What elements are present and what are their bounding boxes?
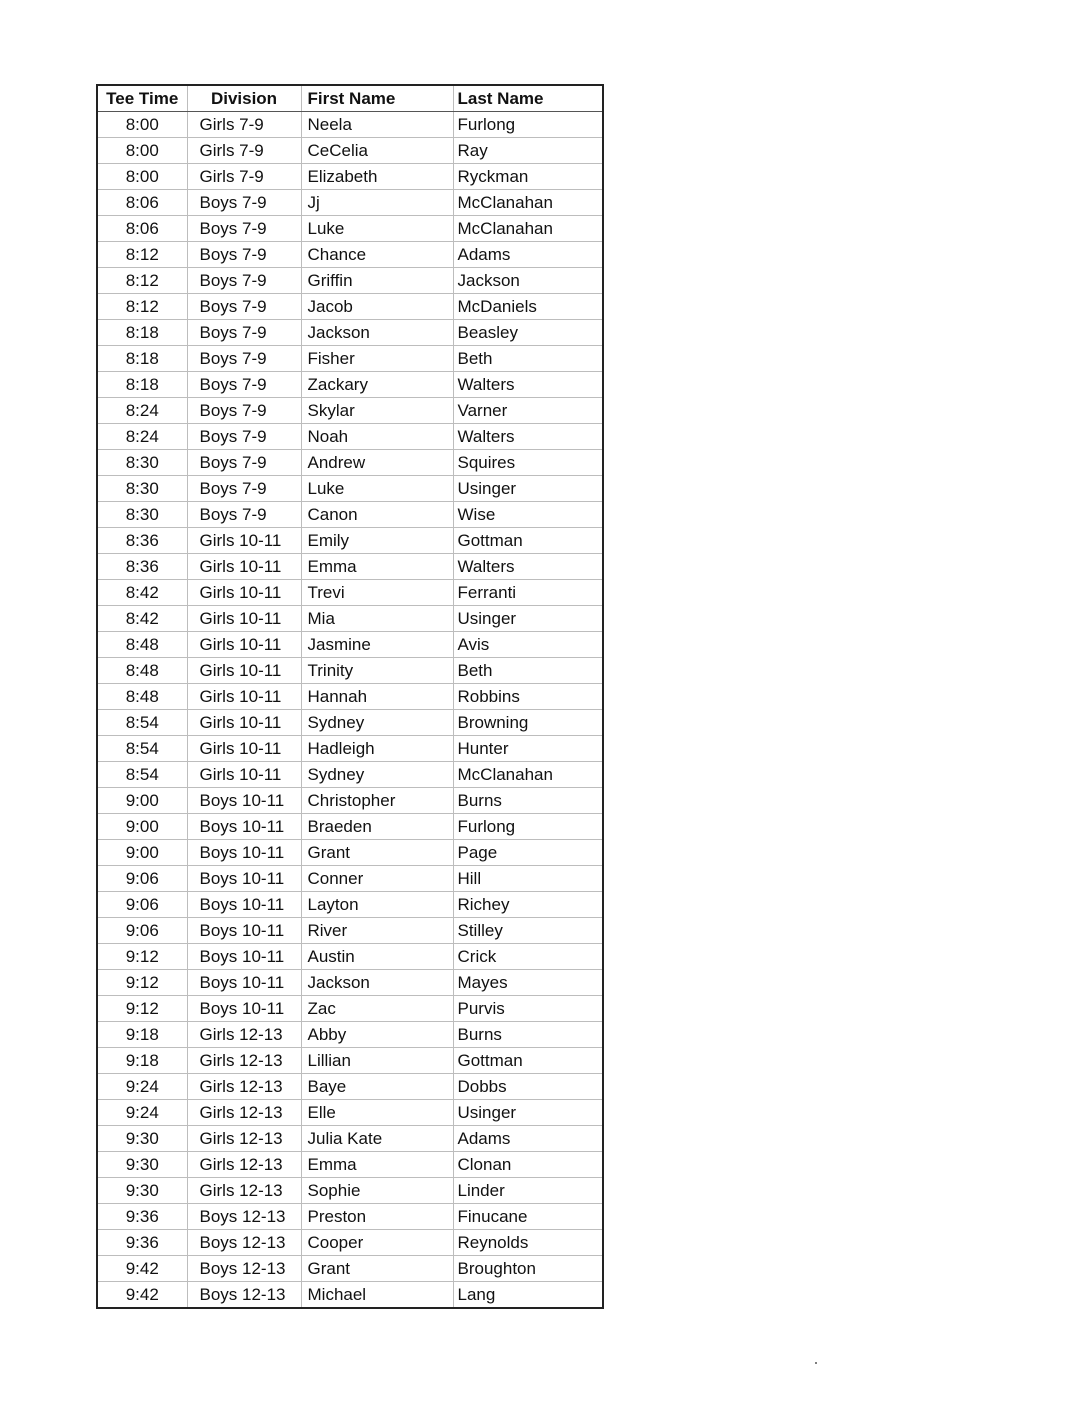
cell-division: Girls 7-9 (187, 138, 301, 164)
cell-first-name: Skylar (301, 398, 453, 424)
cell-last-name: Lang (457, 1285, 496, 1304)
cell-first-name: Canon (301, 502, 453, 528)
cell-last-name: Burns (453, 1022, 603, 1048)
cell-first-name: Jackson (301, 320, 453, 346)
cell-division: Boys 7-9 (187, 216, 301, 242)
table-row (97, 606, 603, 632)
header-tee-time: Tee Time (97, 85, 187, 112)
cell-first-name: Hannah (301, 684, 453, 710)
cell-tee-time: 9:00 (97, 814, 187, 840)
table-row (97, 1022, 603, 1048)
cell-division: Girls 10-11 (187, 632, 301, 658)
cell-division: Boys 12-13 (187, 1204, 301, 1230)
cell-tee-time: 9:30 (97, 1152, 187, 1178)
cell-tee-time: 8:30 (97, 502, 187, 528)
cell-last-name: Furlong (453, 112, 603, 138)
cell-first-name: Andrew (301, 450, 453, 476)
table-row (97, 1048, 603, 1074)
cell-first-name: CeCelia (301, 138, 453, 164)
cell-tee-time: 8:12 (97, 294, 187, 320)
cell-first-name: Conner (301, 866, 453, 892)
cell-last-name: Stilley (453, 918, 603, 944)
cell-division: Boys 10-11 (187, 996, 301, 1022)
cell-first-name: Braeden (301, 814, 453, 840)
cell-first-name: Sydney (301, 710, 453, 736)
cell-tee-time: 9:42 (97, 1256, 187, 1282)
cell-last-name: Usinger (453, 476, 603, 502)
cell-division: Boys 7-9 (187, 242, 301, 268)
cell-first-name: Baye (301, 1074, 453, 1100)
cell-tee-time: 9:12 (97, 970, 187, 996)
cell-first-name: Griffin (301, 268, 453, 294)
table-row (97, 190, 603, 216)
cell-first-name: Elle (301, 1100, 453, 1126)
cell-tee-time: 9:06 (97, 866, 187, 892)
cell-tee-time: 9:06 (97, 918, 187, 944)
cell-division: Boys 10-11 (187, 918, 301, 944)
cell-last-name: Usinger (453, 606, 603, 632)
cell-last-name: Varner (453, 398, 603, 424)
header-last-name: Last Name (453, 85, 603, 112)
cell-last-name: Burns (453, 788, 603, 814)
cell-last-name: Usinger (453, 1100, 603, 1126)
table-row (97, 424, 603, 450)
cell-last-name: Linder (453, 1178, 603, 1204)
table-row (97, 632, 603, 658)
cell-last-name: Adams (453, 1126, 603, 1152)
cell-last-name: Page (453, 840, 603, 866)
cell-last-name: Walters (453, 554, 603, 580)
cell-last-name: McDaniels (453, 294, 603, 320)
cell-tee-time: 9:12 (97, 944, 187, 970)
cell-division: Boys 7-9 (187, 424, 301, 450)
cell-first-name: Emily (301, 528, 453, 554)
cell-division: Girls 10-11 (187, 684, 301, 710)
cell-first-name: Preston (301, 1204, 453, 1230)
table-row (97, 970, 603, 996)
cell-tee-time: 9:00 (97, 840, 187, 866)
cell-first-name: Noah (301, 424, 453, 450)
cell-division: Boys 10-11 (187, 944, 301, 970)
cell-division: Boys 10-11 (187, 788, 301, 814)
cell-tee-time: 9:12 (97, 996, 187, 1022)
table-row (97, 1204, 603, 1230)
table-row (97, 788, 603, 814)
cell-division: Boys 10-11 (187, 814, 301, 840)
cell-tee-time: 8:36 (97, 528, 187, 554)
cell-division: Boys 7-9 (187, 320, 301, 346)
table-row (97, 892, 603, 918)
cell-division: Boys 7-9 (187, 398, 301, 424)
table-row (97, 918, 603, 944)
cell-first-name: Julia Kate (301, 1126, 453, 1152)
cell-tee-time: 8:12 (97, 268, 187, 294)
table-row (97, 840, 603, 866)
table-row (97, 996, 603, 1022)
table-row (97, 1152, 603, 1178)
cell-last-name: Broughton (453, 1256, 603, 1282)
cell-tee-time: 8:48 (97, 658, 187, 684)
cell-first-name: Layton (301, 892, 453, 918)
cell-tee-time: 9:36 (97, 1204, 187, 1230)
cell-first-name: Lillian (301, 1048, 453, 1074)
table-row (97, 164, 603, 190)
header-first-name: First Name (301, 85, 453, 112)
cell-division: Girls 12-13 (187, 1100, 301, 1126)
cell-last-name: McClanahan (453, 762, 603, 788)
cell-tee-time: 8:30 (97, 450, 187, 476)
cell-division: Girls 10-11 (187, 736, 301, 762)
table-row (97, 1100, 603, 1126)
cell-division: Boys 7-9 (187, 476, 301, 502)
cell-tee-time: 9:18 (97, 1022, 187, 1048)
cell-division: Girls 12-13 (187, 1048, 301, 1074)
cell-tee-time: 9:30 (97, 1126, 187, 1152)
cell-first-name: Fisher (301, 346, 453, 372)
cell-first-name: Mia (301, 606, 453, 632)
table-row (97, 736, 603, 762)
cell-tee-time: 8:42 (97, 580, 187, 606)
table-row (97, 528, 603, 554)
table-row (97, 1126, 603, 1152)
table-row (97, 242, 603, 268)
table-row (97, 450, 603, 476)
cell-division: Boys 7-9 (187, 346, 301, 372)
cell-division: Boys 10-11 (187, 866, 301, 892)
cell-division: Girls 12-13 (187, 1074, 301, 1100)
cell-last-name: Mayes (453, 970, 603, 996)
cell-first-name: Christopher (301, 788, 453, 814)
cell-last-name: Ryckman (453, 164, 603, 190)
cell-first-name: Abby (301, 1022, 453, 1048)
cell-first-name: Michael (301, 1282, 453, 1309)
table-row (97, 1282, 603, 1309)
table-row (97, 346, 603, 372)
cell-last-name: Crick (453, 944, 603, 970)
table-row (97, 684, 603, 710)
cell-division: Boys 7-9 (187, 294, 301, 320)
cell-tee-time: 8:54 (97, 736, 187, 762)
cell-first-name: Emma (301, 554, 453, 580)
header-division: Division (187, 85, 301, 112)
cell-tee-time: 8:48 (97, 684, 187, 710)
cell-last-name: Avis (453, 632, 603, 658)
cell-last-name: Gottman (453, 1048, 603, 1074)
cell-division: Boys 7-9 (187, 372, 301, 398)
cell-last-name: McClanahan (453, 216, 603, 242)
cell-first-name: Grant (301, 1256, 453, 1282)
cell-last-name: Richey (453, 892, 603, 918)
cell-division: Boys 10-11 (187, 840, 301, 866)
table-header (97, 85, 603, 112)
table-row (97, 216, 603, 242)
cell-tee-time: 8:12 (97, 242, 187, 268)
table-row (97, 1074, 603, 1100)
table-row (97, 138, 603, 164)
cell-tee-time: 8:00 (97, 112, 187, 138)
cell-division: Boys 12-13 (187, 1282, 301, 1309)
cell-first-name: Luke (301, 216, 453, 242)
cell-division: Girls 7-9 (187, 112, 301, 138)
table-row (97, 658, 603, 684)
cell-division: Girls 12-13 (187, 1152, 301, 1178)
cell-tee-time: 8:42 (97, 606, 187, 632)
cell-division: Girls 12-13 (187, 1022, 301, 1048)
cell-tee-time: 8:18 (97, 346, 187, 372)
cell-last-name: Robbins (453, 684, 603, 710)
cell-last-name: Squires (453, 450, 603, 476)
cell-first-name: Jj (301, 190, 453, 216)
scan-speck (815, 1362, 817, 1364)
cell-last-name: Reynolds (453, 1230, 603, 1256)
cell-division: Girls 7-9 (187, 164, 301, 190)
cell-division: Girls 10-11 (187, 606, 301, 632)
cell-division: Girls 10-11 (187, 580, 301, 606)
cell-last-name: Browning (453, 710, 603, 736)
cell-division: Boys 7-9 (187, 268, 301, 294)
cell-last-name: Ferranti (453, 580, 603, 606)
cell-first-name: Zackary (301, 372, 453, 398)
table-row (97, 1178, 603, 1204)
cell-last-name: Hill (453, 866, 603, 892)
cell-first-name: Chance (301, 242, 453, 268)
cell-last-name: Dobbs (453, 1074, 603, 1100)
cell-tee-time: 8:54 (97, 762, 187, 788)
cell-tee-time: 9:24 (97, 1100, 187, 1126)
cell-first-name: Jackson (301, 970, 453, 996)
cell-tee-time: 8:36 (97, 554, 187, 580)
table-row (97, 320, 603, 346)
cell-tee-time: 8:18 (97, 320, 187, 346)
cell-division: Boys 12-13 (187, 1230, 301, 1256)
table-row (97, 866, 603, 892)
cell-first-name: Neela (301, 112, 453, 138)
cell-last-name: Walters (453, 372, 603, 398)
cell-tee-time: 8:30 (97, 476, 187, 502)
cell-first-name: Hadleigh (301, 736, 453, 762)
tee-time-table (96, 84, 604, 1309)
table-row (97, 814, 603, 840)
cell-division: Boys 10-11 (187, 970, 301, 996)
cell-last-name: Gottman (453, 528, 603, 554)
cell-first-name: Sydney (301, 762, 453, 788)
cell-division: Boys 7-9 (187, 450, 301, 476)
cell-first-name: Luke (301, 476, 453, 502)
cell-tee-time: 8:48 (97, 632, 187, 658)
table-row (97, 268, 603, 294)
cell-tee-time: 9:30 (97, 1178, 187, 1204)
cell-first-name: Trinity (301, 658, 453, 684)
cell-first-name: River (301, 918, 453, 944)
cell-tee-time: 8:06 (97, 216, 187, 242)
cell-first-name: Trevi (301, 580, 453, 606)
cell-division: Boys 10-11 (187, 892, 301, 918)
cell-division: Boys 7-9 (187, 190, 301, 216)
cell-first-name: Jacob (301, 294, 453, 320)
cell-last-name: Wise (453, 502, 603, 528)
cell-tee-time: 8:18 (97, 372, 187, 398)
cell-division: Girls 12-13 (187, 1178, 301, 1204)
cell-tee-time: 8:54 (97, 710, 187, 736)
cell-division: Boys 12-13 (187, 1256, 301, 1282)
cell-division: Girls 10-11 (187, 528, 301, 554)
cell-last-name: Ray (453, 138, 603, 164)
cell-tee-time: 8:00 (97, 138, 187, 164)
cell-tee-time: 9:24 (97, 1074, 187, 1100)
cell-first-name: Elizabeth (301, 164, 453, 190)
cell-division: Girls 10-11 (187, 554, 301, 580)
cell-first-name: Austin (301, 944, 453, 970)
cell-last-name: Furlong (453, 814, 603, 840)
cell-division: Girls 10-11 (187, 658, 301, 684)
table-row (97, 554, 603, 580)
table-row (97, 294, 603, 320)
table-row (97, 762, 603, 788)
cell-tee-time: 9:36 (97, 1230, 187, 1256)
cell-tee-time: 8:24 (97, 398, 187, 424)
cell-last-name: Purvis (453, 996, 603, 1022)
cell-last-name: Hunter (453, 736, 603, 762)
table-row (97, 944, 603, 970)
table-row (97, 372, 603, 398)
cell-first-name: Emma (301, 1152, 453, 1178)
cell-tee-time: 8:06 (97, 190, 187, 216)
cell-first-name: Grant (301, 840, 453, 866)
cell-tee-time: 8:00 (97, 164, 187, 190)
cell-last-name: Beth (453, 658, 603, 684)
cell-last-name: Finucane (453, 1204, 603, 1230)
table-row (97, 580, 603, 606)
cell-tee-time: 9:06 (97, 892, 187, 918)
cell-last-name: Beth (453, 346, 603, 372)
cell-last-name: Jackson (453, 268, 603, 294)
cell-division: Girls 12-13 (187, 1126, 301, 1152)
cell-last-name: Adams (453, 242, 603, 268)
cell-tee-time: 9:00 (97, 788, 187, 814)
table-row (97, 710, 603, 736)
table-body (97, 112, 603, 1309)
cell-first-name: Cooper (301, 1230, 453, 1256)
cell-division: Girls 10-11 (187, 710, 301, 736)
table-row (97, 1230, 603, 1256)
table-row (97, 398, 603, 424)
cell-division: Girls 10-11 (187, 762, 301, 788)
cell-first-name: Sophie (301, 1178, 453, 1204)
cell-last-name: Walters (453, 424, 603, 450)
cell-tee-time: 9:42 (97, 1282, 187, 1309)
cell-division: Boys 7-9 (187, 502, 301, 528)
table-row (97, 112, 603, 138)
cell-last-name: Beasley (453, 320, 603, 346)
cell-first-name: Zac (301, 996, 453, 1022)
cell-tee-time: 8:24 (97, 424, 187, 450)
cell-tee-time: 9:18 (97, 1048, 187, 1074)
table-row (97, 1256, 603, 1282)
cell-first-name: Jasmine (301, 632, 453, 658)
header-row (97, 85, 603, 112)
cell-last-name: Clonan (453, 1152, 603, 1178)
table-row (97, 476, 603, 502)
table-row (97, 502, 603, 528)
cell-last-name: McClanahan (453, 190, 603, 216)
